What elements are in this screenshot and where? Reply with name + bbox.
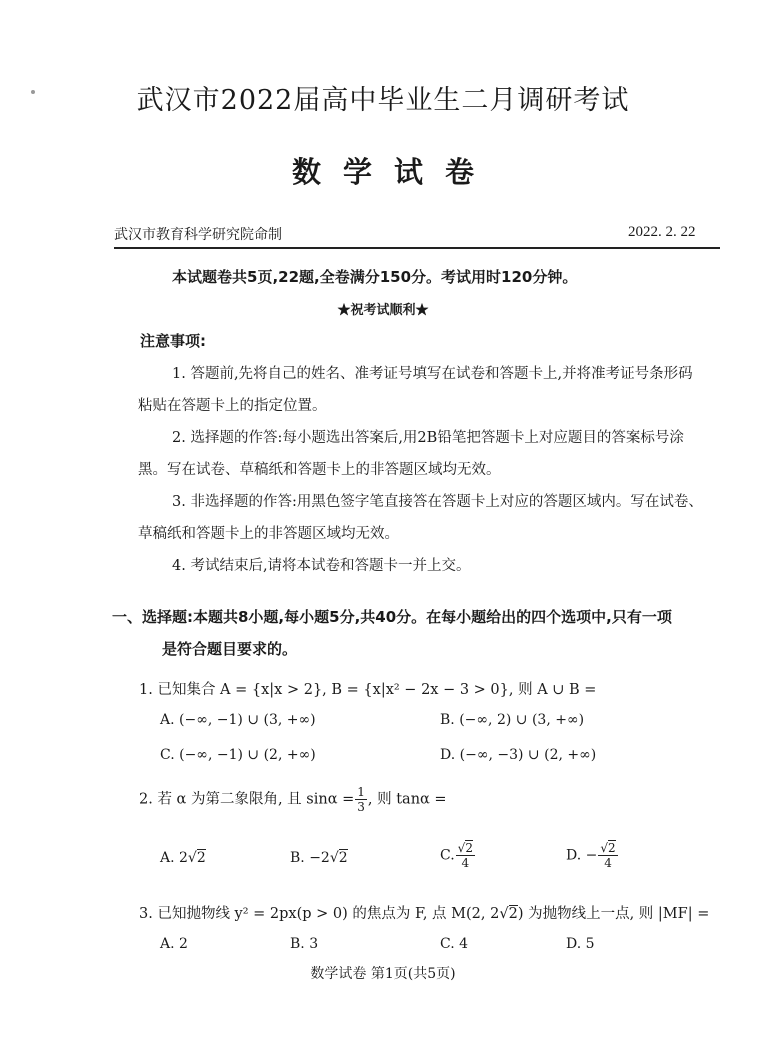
option-d-label: D. − — [566, 847, 598, 864]
question-3-option-c: C. 4 — [440, 936, 469, 952]
sqrt-radicand: 2 — [196, 850, 206, 866]
sqrt-radicand: 2 — [465, 841, 473, 855]
question-1-stem: 1. 已知集合 A = {x|x > 2}, B = {x|x² − 2x − 3 > 0}, 则 A ∪ B = — [139, 682, 597, 698]
note-1-line-1: 1. 答题前,先将自己的姓名、准考证号填写在试卷和答题卡上,并将准考证号条形码 — [172, 366, 693, 382]
section-1-heading-line-2: 是符合题目要求的。 — [162, 640, 298, 658]
question-1-option-c: C. (−∞, −1) ∪ (2, +∞) — [160, 747, 316, 763]
question-2-option-c — [440, 842, 476, 869]
question-2-fraction — [355, 786, 367, 813]
exam-title: 武汉市2022届高中毕业生二月调研考试 — [136, 85, 630, 116]
section-1-heading-line-1: 一、选择题:本题共8小题,每小题5分,共40分。在每小题给出的四个选项中,只有一项 — [112, 608, 672, 626]
sqrt-radicand: 2 — [508, 906, 518, 922]
fraction-numerator: √2 — [457, 841, 473, 855]
option-a-label: A. 2 — [160, 850, 188, 866]
question-1-option-d: D. (−∞, −3) ∪ (2, +∞) — [440, 747, 597, 763]
question-3-option-a: A. 2 — [160, 936, 188, 952]
issuer: 武汉市教育科学研究院命制 — [114, 227, 282, 243]
header-rule — [114, 247, 720, 249]
question-2-option-b — [290, 850, 348, 866]
fraction-denominator: 4 — [604, 856, 612, 870]
question-1-option-a: A. (−∞, −1) ∪ (3, +∞) — [160, 712, 316, 728]
option-d-fraction — [598, 842, 617, 869]
sqrt-radicand: 2 — [338, 850, 348, 866]
fraction-numerator: 1 — [357, 785, 365, 799]
note-1-line-2: 粘贴在答题卡上的指定位置。 — [138, 398, 327, 414]
notes-heading: 注意事项: — [140, 332, 206, 350]
fraction-denominator: 3 — [357, 800, 365, 814]
fraction-denominator: 4 — [461, 856, 470, 870]
question-3-option-d: D. 5 — [566, 936, 595, 952]
question-2-stem — [139, 786, 447, 813]
sqrt-sign: √ — [187, 850, 197, 866]
exam-date: 2022. 2. 22 — [628, 224, 696, 240]
question-3-stem — [139, 902, 709, 923]
option-b-label: B. −2 — [290, 850, 330, 866]
sqrt-sign: √ — [329, 850, 339, 866]
question-2-option-a — [160, 850, 206, 866]
question-3-stem-prefix: 3. 已知抛物线 y² = 2px(p > 0) 的焦点为 F, 点 M(2, 2 — [139, 906, 500, 922]
question-3-stem-suffix: ) 为抛物线上一点, 则 |MF| = — [517, 906, 710, 922]
exam-subtitle: 数学试卷 — [291, 155, 496, 189]
note-3-line-2: 草稿纸和答题卡上的非答题区域均无效。 — [138, 526, 399, 542]
sqrt-radicand: 2 — [608, 841, 616, 855]
note-3-line-1: 3. 非选择题的作答:用黑色签字笔直接答在答题卡上对应的答题区域内。写在试卷、 — [172, 494, 703, 510]
question-2-option-d — [566, 842, 619, 869]
good-luck-banner: ★祝考试顺利★ — [337, 303, 429, 318]
question-3-option-b: B. 3 — [290, 936, 319, 952]
option-c-fraction — [456, 842, 475, 869]
question-1-option-b: B. (−∞, 2) ∪ (3, +∞) — [440, 712, 585, 728]
fraction-numerator: √2 — [600, 841, 616, 855]
intro-text: 本试题卷共5页,22题,全卷满分150分。考试用时120分钟。 — [172, 268, 578, 286]
sqrt-sign: √ — [499, 906, 509, 922]
option-c-label: C. — [440, 847, 455, 864]
note-2-line-1: 2. 选择题的作答:每小题选出答案后,用2B铅笔把答题卡上对应题目的答案标号涂 — [172, 430, 684, 446]
page-footer: 数学试卷 第1页(共5页) — [310, 966, 456, 982]
question-2-stem-suffix: , 则 tanα = — [367, 791, 447, 808]
note-2-line-2: 黑。写在试卷、草稿纸和答题卡上的非答题区域均无效。 — [138, 462, 501, 478]
note-4: 4. 考试结束后,请将本试卷和答题卡一并上交。 — [172, 558, 471, 574]
question-2-stem-prefix: 2. 若 α 为第二象限角, 且 sinα = — [139, 791, 355, 808]
